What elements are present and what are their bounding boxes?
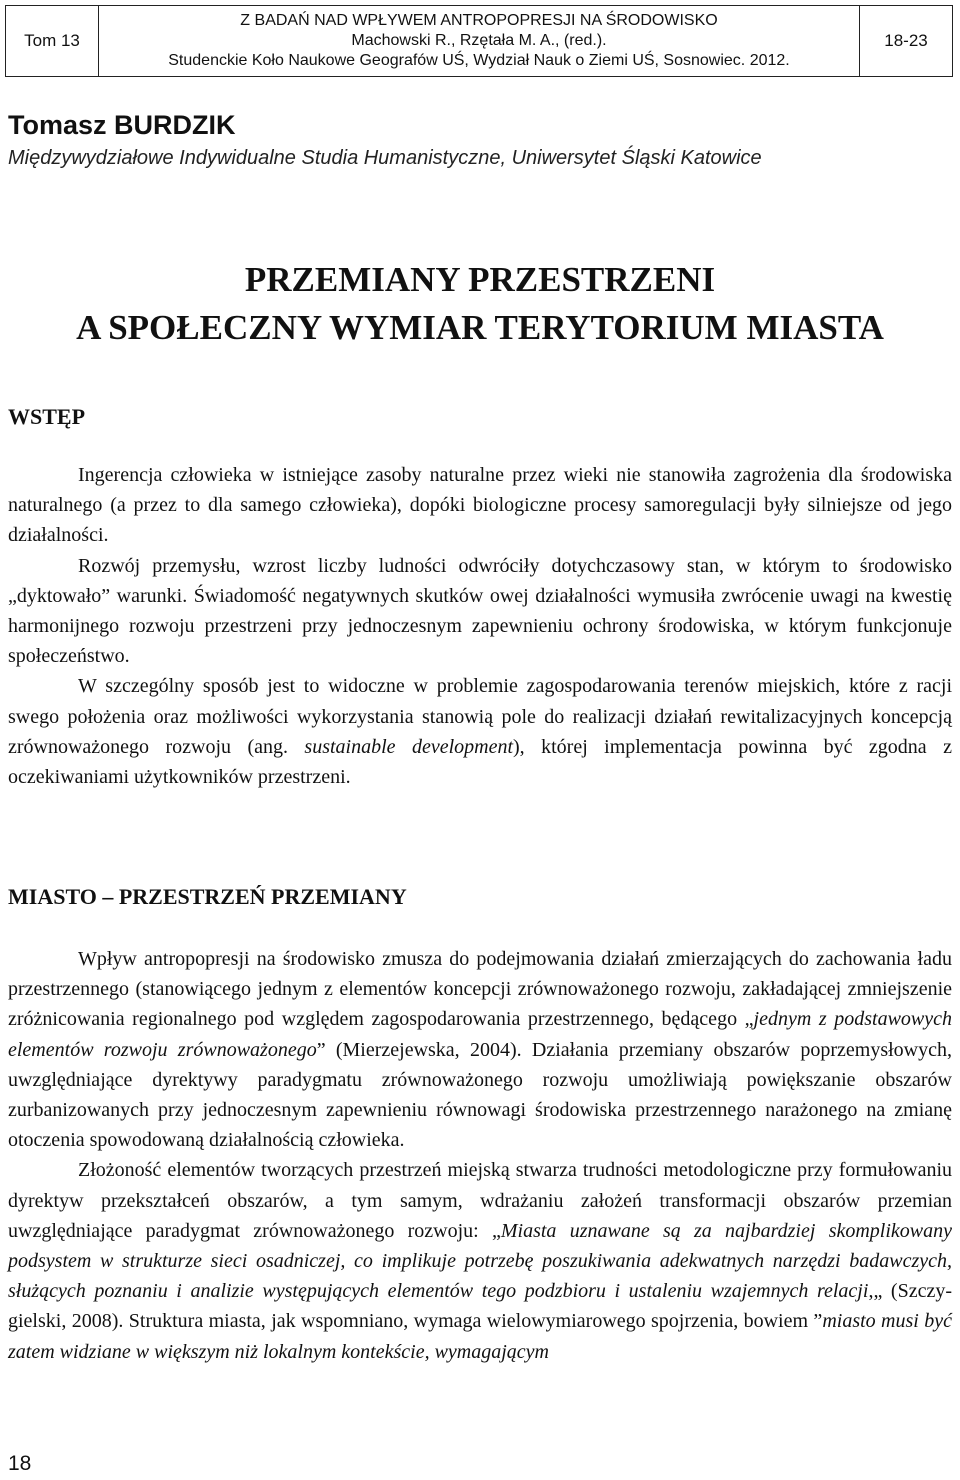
header-series-title: Z BADAŃ NAD WPŁYWEM ANTROPOPRESJI NA ŚRODOWISKO bbox=[240, 12, 718, 29]
header-volume: Tom 13 bbox=[6, 6, 99, 76]
section-heading-intro: WSTĘP bbox=[8, 404, 86, 429]
header-editors: Machowski R., Rzętała M. A., (red.). bbox=[351, 32, 607, 49]
paragraph: Ingerencja człowieka w istniejące zasoby naturalne przez wieki nie stanowiła zagrożenia dla środowiska naturalnego (a przez to dla samego człowieka), dopóki biologiczne procesy samoregulacji były silniejsze od jego działalności. bbox=[8, 464, 952, 547]
section-city-body bbox=[8, 944, 952, 1367]
article-title-line-1: PRZEMIANY PRZESTRZENI bbox=[244, 260, 716, 299]
section-intro-body bbox=[8, 460, 952, 792]
header-pages: 18-23 bbox=[884, 31, 928, 50]
header-publisher: Studenckie Koło Naukowe Geografów UŚ, Wydział Nauk o Ziemi UŚ, Sosnowiec. 2012. bbox=[168, 52, 790, 69]
header-citation bbox=[99, 6, 860, 76]
paragraph: Wpływ antropopresji na środowisko zmusza do podejmowania działań zmierzających do zachowania ładu przestrzennego (stanowiącego jednym z elementów koncepcji zrównoważonego rozwoju, zakładającej zmniejszenie zróżnicowania regionalnego pod względem zagospodarowania przestrzennego, będącego „jednym z podstawowych elementów rozwoju zrównoważonego” (Mierzejewska, 2004). Działania przemiany obszarów poprzemysłowych, uwzględniające dyrektywy paradygmatu zrównoważonego rozwoju umożliwiają powiększanie obszarów zurbanizowanych przy jednoczesnym zapewnieniu równowagi środowiska przestrzennego narażonego na zmianę otoczenia spowodowaną działalnością człowieka. bbox=[8, 948, 953, 1152]
author-affiliation: Międzywydziałowe Indywidualne Studia Humanistyczne, Uniwersytet Śląski Katowice bbox=[8, 147, 762, 169]
paragraph: Rozwój przemysłu, wzrost liczby ludności odwróciły dotychczasowy stan, w którym to środowisko „dyktowało” warunki. Świadomość negatywnych skutków owej działalności wymusiła zwrócenie uwagi na kwestię harmonijnego rozwoju przestrzeni przy jednoczesnym zapewnieniu ochrony środowiska, w którym funkcjonuje społeczeństwo. bbox=[8, 554, 952, 668]
paragraph: Złożoność elementów tworzących przestrzeń miejską stwarza trudności metodologiczne przy formułowaniu dyrektyw przekształceń obszarów, a tym samym, wdrażaniu założeń transformacji obszarów przemian uwzględniające paradygmat zrównoważonego rozwoju: „Miasta uznawane są za najbardziej skomplikowany podsystem w strukturze sieci osadniczej, co implikuje potrzebę poszukiwania adekwatnych narzędzi badawczych, służących poznaniu i analizie występujących elementów tego podzbioru i ustaleniu wzajemnych relacji,„ (Szczygielski, 2008). Struktura miasta, jak wspomniano, wymaga wielowymiarowego spojrzenia, bowiem ”miasto musi być zatem widziane w większym niż lokalnym kontekście, wymagającym bbox=[8, 1159, 953, 1363]
paragraph: W szczególny sposób jest to widoczne w problemie zagospodarowania terenów miejskich, które z racji swego położenia oraz możliwości wykorzystania stanowią pole do realizacji działań rewitalizacyjnych koncepcją zrównoważonego rozwoju (ang. sustainable development), której implementacja powinna być zgodna z oczekiwaniami użytkowników przestrzeni. bbox=[8, 675, 952, 789]
section-heading-city: MIASTO – PRZESTRZEŃ PRZEMIANY bbox=[8, 884, 407, 909]
article-title bbox=[0, 256, 960, 352]
article-title-line-2: A SPOŁECZNY WYMIAR TERYTORIUM MIASTA bbox=[76, 308, 884, 347]
page-number: 18 bbox=[8, 1452, 32, 1475]
author-name: Tomasz BURDZIK bbox=[8, 110, 236, 140]
running-header bbox=[5, 5, 953, 77]
